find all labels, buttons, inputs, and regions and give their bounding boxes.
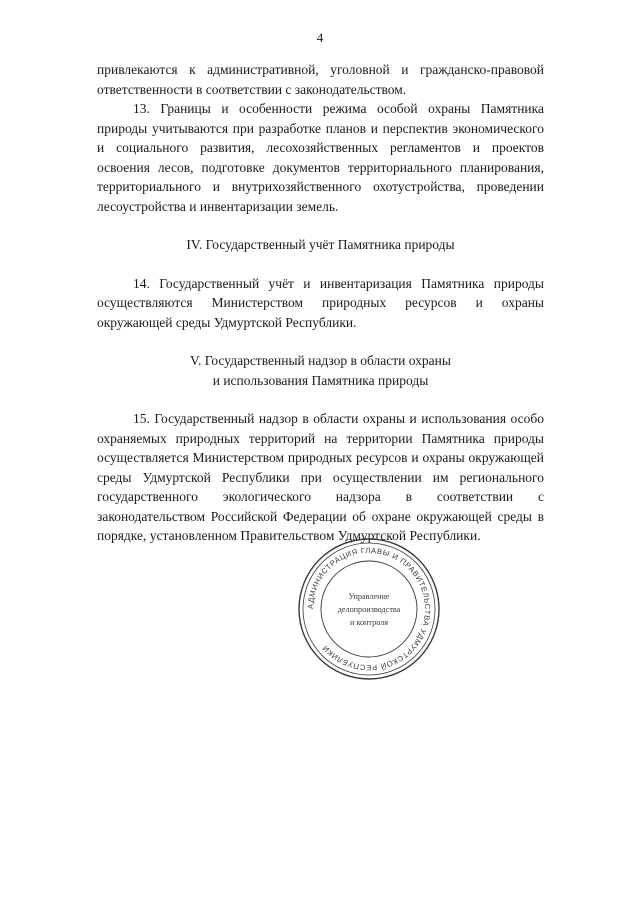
section-heading-v-line1: V. Государственный надзор в области охраны <box>190 353 451 368</box>
stamp-seal-icon <box>296 536 442 682</box>
official-stamp <box>296 536 442 682</box>
stamp-ring-text: АДМИНИСТРАЦИЯ ГЛАВЫ И ПРАВИТЕЛЬСТВА УДМУРТСКОЙ РЕСПУБЛИКИ <box>305 545 433 673</box>
paragraph-15: 15. Государственный надзор в области охраны и использования особо охраняемых природных территорий на территории Памятника природы осуществляется Министерством природных ресурсов и охраны окружающей среды Удмуртской Республики при осуществлении им регионального государственного экологического надзора в соответствии с законодательством Российской Федерации об охране окружающей среды в порядке, установленном Правительством Удмуртской Республики. <box>97 411 544 543</box>
paragraph-13: 13. Границы и особенности режима особой охраны Памятника природы учитываются при разработке планов и перспектив экономического и социального развития, лесохозяйственных регламентов и проектов освоения лесов, подготовке документов территориального планирования, территориального и внутрихозяйственного охотустройства, проведении лесоустройства и инвентаризации земель. <box>97 101 544 214</box>
document-body <box>97 60 544 546</box>
section-heading-v-line2: и использования Памятника природы <box>212 372 429 388</box>
paragraph-14: 14. Государственный учёт и инвентаризация Памятника природы осуществляются Министерством природных ресурсов и охраны окружающей среды Удмуртской Республики. <box>97 275 544 330</box>
page-number: 4 <box>316 30 324 45</box>
paragraph-continuation: привлекаются к административной, уголовной и гражданско-правовой ответственности в соответствии с законодательством. <box>97 62 544 97</box>
stamp-center-line3: и контроля <box>349 618 389 627</box>
section-heading-v <box>97 351 544 390</box>
stamp-center-line1: Управление <box>348 592 390 601</box>
section-heading-iv: IV. Государственный учёт Памятника природы <box>186 237 455 252</box>
stamp-center-line2: делопроизводства <box>337 605 401 614</box>
